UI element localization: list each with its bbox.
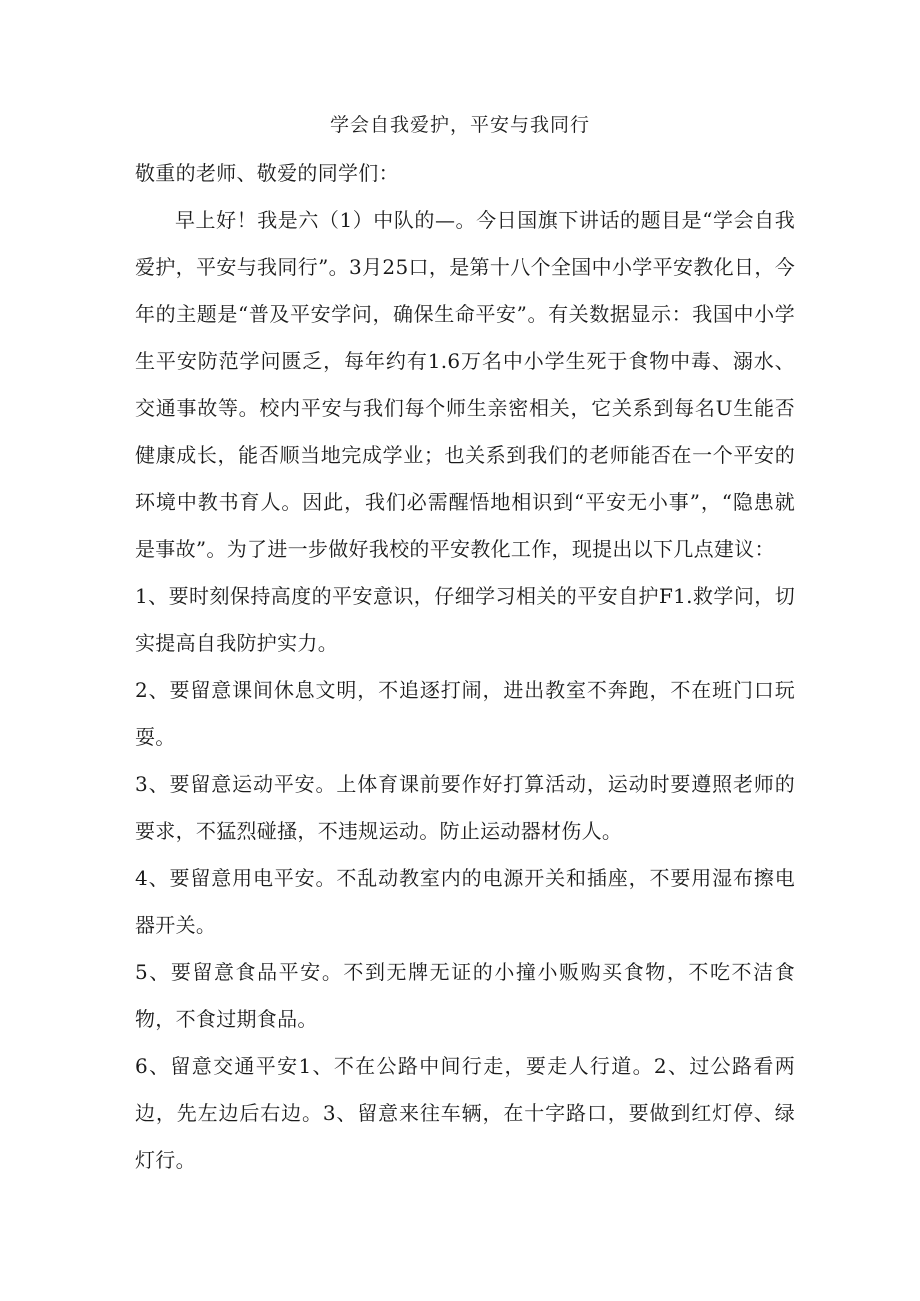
list-item-4: 4、要留意用电平安。不乱动教室内的电源开关和插座，不要用湿布擦电器开关。 (135, 866, 795, 937)
list-item-2: 2、要留意课间休息文明，不追逐打闹，进出教室不奔跑，不在班门口玩耍。 (135, 678, 795, 749)
document-body (135, 150, 795, 1184)
salutation: 敬重的老师、敬爱的同学们： (135, 161, 399, 185)
intro-paragraph: 早上好！我是六（1）中队的—。今日国旗下讲话的题目是“学会自我爱护，平安与我同行”。3月25口，是第十八个全国中小学平安教化日，今年的主题是“普及平安学问，确保生命平安”。有关数据显示：我国中小学生平安防范学问匮乏，每年约有1.6万名中小学生死于食物中毒、溺水、交通事故等。校内平安与我们每个师生亲密相关，它关系到每名U生能否健康成长，能否顺当地完成学业；也关系到我们的老师能否在一个平安的环境中教书育人。因此，我们必需醒悟地相识到“平安无小事”，“隐患就是事故”。为了进一步做好我校的平安教化工作，现提出以下几点建议： (135, 208, 795, 561)
document-title: 学会自我爱护，平安与我同行 (329, 114, 590, 136)
list-item-5: 5、要留意食品平安。不到无牌无证的小撞小贩购买食物，不吃不洁食物，不食过期食品。 (135, 960, 795, 1031)
list-item-3: 3、要留意运动平安。上体育课前要作好打算活动，运动时要遵照老师的要求，不猛烈碰搔，不违规运动。防止运动器材伤人。 (135, 772, 795, 843)
list-item-1: 1、要时刻保持高度的平安意识，仔细学习相关的平安自护F1.救学问，切实提高自我防护实力。 (135, 584, 795, 655)
list-item-6: 6、留意交通平安1、不在公路中间行走，要走人行道。2、过公路看两边，先左边后右边。3、留意来往车辆，在十字路口，要做到红灯停、绿灯行。 (135, 1054, 795, 1172)
